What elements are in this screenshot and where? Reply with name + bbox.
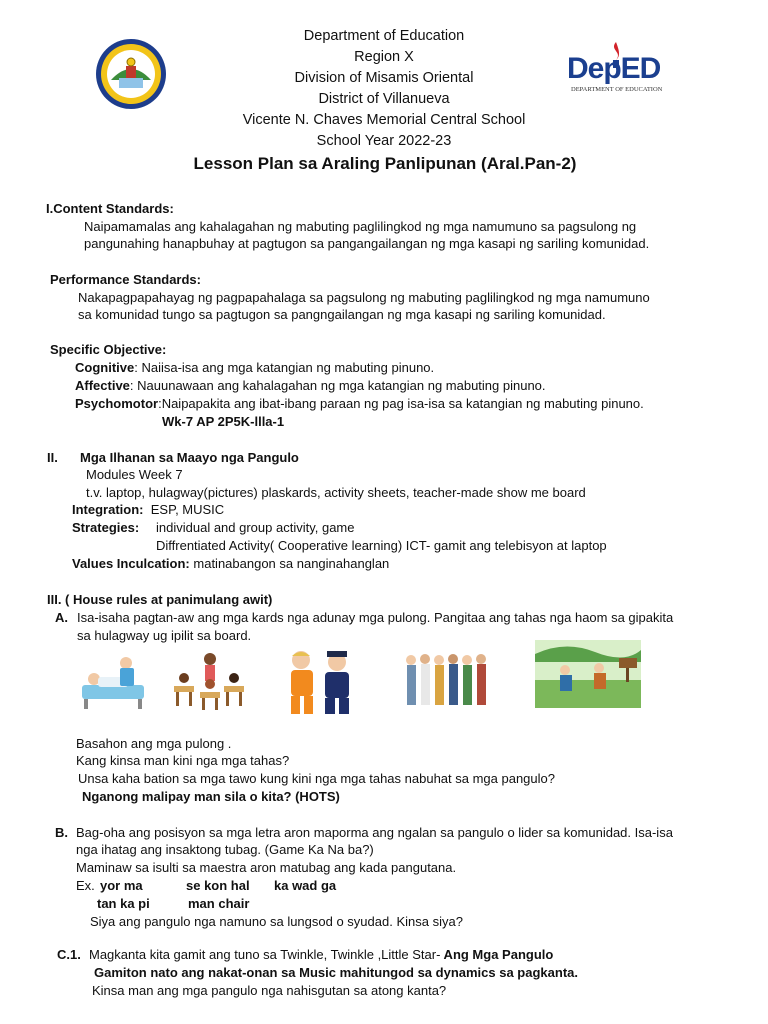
question-4-hots: Nganong malipay man sila o kita? (HOTS) [82,789,340,804]
question-3: Unsa kaha bation sa mga tawo kung kini nga mga tahas nabuhat sa mga pangulo? [78,771,555,786]
section-3-heading: III. ( House rules at panimulang awit) [47,592,273,607]
cognitive-label: Cognitive [75,360,135,375]
affective-text: : Nauunawaan ang kahalagahan ng mga katangian ng mabuting pinuno. [129,378,546,393]
song-instruction: Magkanta kita gamit ang tuno sa Twinkle, Twinkle ,Little Star- [89,947,441,962]
header-line-4: District of Villanueva [318,91,450,107]
objective-cognitive [75,359,434,376]
values-row [72,555,389,572]
teacher-classroom-picture [170,652,250,712]
scrambled-word-2: se kon hal [186,878,250,893]
deped-subtitle: DEPARTMENT OF EDUCATION [571,86,663,93]
header-line-6: School Year 2022-23 [316,133,452,149]
objective-affective [75,377,546,394]
header-line-3: Division of Misamis Oriental [294,70,474,86]
item-c1-text-2: Gamiton nato ang nakat-onan sa Music mahitungod sa dynamics sa pagkanta. [94,965,578,980]
section-2-heading: Mga Ilhanan sa Maayo nga Pangulo [80,450,299,465]
psychomotor-text: :Naipapakita ang ibat-ibang paraan ng pag isa-isa sa katangian ng mabuting pinuno. [158,396,644,411]
performance-standards-text-1: Nakapagpapahayag ng pagpapahalaga sa pagsulong ng mabuting paglilingkod ng mga namumuno [78,290,650,305]
content-standards-heading: I.Content Standards: [46,201,174,216]
strategies-label: Strategies: [72,520,140,535]
police-prisoner-picture [275,648,365,718]
deped-wordmark: DepED [567,52,661,85]
question-2: Kang kinsa man kini nga mga tahas? [76,753,290,768]
header-line-2: Region X [354,49,414,65]
question-1: Basahon ang mga pulong . [76,736,232,751]
header-line-1: Department of Education [303,28,465,44]
nurse-patient-picture [80,655,148,711]
section-2-number: II. [47,450,58,465]
psychomotor-label: Psychomotor [75,396,159,411]
item-c1-label: C.1. [57,947,81,962]
integration-label: Integration: [72,502,144,517]
materials-list: t.v. laptop, hulagway(pictures) plaskards, activity sheets, teacher-made show me board [86,485,586,500]
farmers-field-picture [535,640,641,708]
item-a-text-1: Isa-isaha pagtan-aw ang mga kards nga adunay mga pulong. Pangitaa ang tahas nga haom sa gipakita [77,610,674,625]
values-label: Values Inculcation: [72,556,190,571]
affective-label: Affective [75,378,130,393]
strategies-text: individual and group activity, game [156,520,355,535]
header-line-5: Vicente N. Chaves Memorial Central School [242,112,526,128]
specific-objective-heading: Specific Objective: [50,342,167,357]
item-c1-text-3: Kinsa man ang mga pangulo nga nahisgutan sa atong kanta? [92,983,447,998]
integration-row [72,501,224,518]
performance-standards-heading: Performance Standards: [50,272,201,287]
cognitive-text: : Naiisa-isa ang mga katangian ng mabuting pinuno. [134,360,435,375]
example-label: Ex. [76,878,95,893]
item-b-text-3: Maminaw sa isulti sa maestra aron matubag ang kada pangutana. [76,860,457,875]
strategies-text-2: Diffrentiated Activity( Cooperative learning) ICT- gamit ang telebisyon at laptop [156,538,607,553]
song-title: Ang Mga Pangulo [440,947,554,962]
item-c1-text-1 [89,946,553,963]
item-b-text-4: Siya ang pangulo nga namuno sa lungsod o syudad. Kinsa siya? [90,914,463,929]
item-b-text-1: Bag-oha ang posisyon sa mga letra aron maporma ang ngalan sa pangulo o lider sa komunidad. Isa-isa [76,825,673,840]
objective-psychomotor [75,395,644,412]
content-standards-text-2: pangunahing hanapbuhay at pagtugon sa pangangailangan ng mga kasapi ng sariling komunidad. [84,236,650,251]
competency-code: Wk-7 AP 2P5K-llla-1 [162,414,285,429]
materials-modules: Modules Week 7 [86,467,183,482]
scrambled-word-4: tan ka pi [97,896,150,911]
performance-standards-text-2: sa komunidad tungo sa pagtugon sa pangngailangan ng mga kasapi ng sariling komunidad. [78,307,606,322]
item-b-label: B. [55,825,68,840]
scrambled-word-5: man chair [188,896,250,911]
content-standards-text-1: Naipamamalas ang kahalagahan ng mabuting paglilingkod ng mga namumuno sa pagsulong ng [84,219,637,234]
integration-text: ESP, MUSIC [150,502,225,517]
values-text: matinabangon sa nanginahanglan [193,556,390,571]
item-b-text-2: nga ihatag ang insaktong tubag. (Game Ka Na ba?) [76,842,374,857]
community-workers-picture [403,652,493,708]
scrambled-word-1: yor ma [100,878,143,893]
item-a-text-2: sa hulagway ug ipilit sa board. [77,628,252,643]
page-title: Lesson Plan sa Araling Panlipunan (Aral.Pan-2) [193,154,577,173]
scrambled-word-3: ka wad ga [274,878,337,893]
item-a-label: A. [55,610,68,625]
